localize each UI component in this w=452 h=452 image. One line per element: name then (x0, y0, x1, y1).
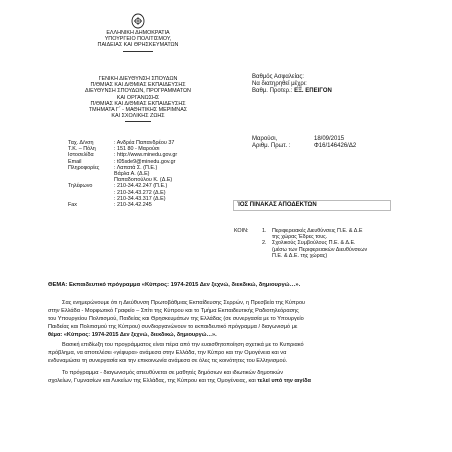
contact-block (68, 140, 177, 208)
header-line: ΕΛΛΗΝΙΚΗ ΔΗΜΟΚΡΑΤΙΑ (106, 30, 170, 36)
protocol-value: Φ16/146426/Δ2 (314, 143, 357, 149)
header-divider (123, 51, 153, 52)
recipient-list (262, 228, 367, 259)
header-line: ΥΠΟΥΡΓΕΙΟ ΠΟΛΙΤΙΣΜΟΥ, (104, 36, 172, 43)
contact-row: Πληροφορίες : Λαπατά Σ. (Π.Ε.) (68, 164, 158, 171)
retention: Να διατηρηθεί μέχρι: (252, 81, 307, 87)
date-protocol-block (252, 136, 356, 150)
koin-label: ΚΟΙΝ: (234, 228, 249, 234)
ministry-header (88, 30, 188, 49)
contact-row: Fax : 210-34.42.245 (68, 202, 152, 209)
contact-row: Τηλέφωνο : 210-34.42.247 (Π.Ε.) (68, 183, 168, 190)
recipients-heading: ΊΟΣ ΠΙΝΑΚΑΣ ΑΠΟΔΕΚΤΩΝ (233, 200, 391, 211)
contact-row: Παπαδοπούλου Κ. (Δ.Ε) (114, 177, 173, 184)
body-paragraph-2: Βασική επιδίωξη του προγράμματος είναι πέρα από την ευαισθητοποίηση σχετικά με το Κυπριακό πρόβλημα, να αποτελέσει «γέφυρα» ανάμεσα στην Ελλάδα, την Κύπρο και την Ομογένεια και να ενδυναμώσει τη συνεργασία και την επικοινωνία ανάμεσα σε όλες τις κοινότητες του Ελληνισμού. (48, 342, 304, 364)
contact-row: Email : t05sde9@minedu.gov.gr (68, 158, 176, 165)
dept-line: Π/ΘΜΙΑΣ ΚΑΙ Δ/ΘΜΙΑΣ ΕΚΠΑΙΔΕΥΣΗΣ (90, 100, 186, 107)
subject-line: ΘΕΜΑ: Εκπαιδευτικό πρόγραμμα «Κύπρος: 1974-2015 Δεν ξεχνώ, διεκδικώ, δημιουργώ…». (48, 282, 301, 288)
dept-line: ΚΑΙ ΟΡΓΑΝΩΣΗΣ (116, 94, 160, 101)
security-block (252, 74, 332, 95)
contact-row: Βάρλα Α. (Δ.Ε) (114, 171, 150, 178)
email-link[interactable]: : t05sde9@minedu.gov.gr (114, 158, 176, 165)
dept-line: ΓΕΝΙΚΗ ΔΙΕΥΘΥΝΣΗ ΣΠΟΥΔΩΝ (98, 76, 178, 82)
contact-row: : 210-34.43.272 (Δ.Ε) (114, 189, 166, 196)
dept-line: ΔΙΕΥΘΥΝΣΗ ΣΠΟΥΔΩΝ, ΠΡΟΓΡΑΜΜΑΤΩΝ (85, 88, 191, 95)
date-row: Μαρούσι, 18/09/2015 (252, 136, 345, 142)
date-value: 18/09/2015 (314, 136, 345, 142)
security-level: Βαθμός Ασφαλείας: (252, 74, 304, 80)
dept-divider (125, 121, 151, 122)
priority-value: ΕΞ. ΕΠΕΙΓΟΝ (294, 88, 332, 94)
recipient-item: 2. Σχολικούς Συμβούλους Π.Ε. & Δ.Ε. (μέσω των Περιφερειακών Διευθύνσεων Π.Ε. & Δ.Ε. της χώρας) (262, 240, 368, 259)
contact-row: Ιστοσελίδα : http://www.minedu.gov.gr (68, 152, 178, 159)
contact-row: Τ.Κ. – Πόλη : 151 80 - Μαρούσι (68, 146, 160, 153)
dept-line: Π/ΘΜΙΑΣ ΚΑΙ Δ/ΘΜΙΑΣ ΕΚΠΑΙΔΕΥΣΗΣ (90, 82, 186, 89)
dept-line: ΚΑΙ ΣΧΟΛΙΚΗΣ ΖΩΗΣ (111, 113, 165, 120)
contact-row: : 210-34.43.317 (Δ.Ε) (114, 195, 166, 202)
contact-row: Ταχ. Δ/νση : Ανδρέα Παπανδρέου 37 (68, 140, 175, 146)
greek-emblem-icon (130, 13, 146, 29)
department-block (74, 76, 202, 119)
priority: Βαθμ. Προτερ.: ΕΞ. ΕΠΕΙΓΟΝ (252, 88, 332, 94)
protocol-row: Αριθμ. Πρωτ. : Φ16/146426/Δ2 (252, 143, 357, 149)
header-line: ΠΑΙΔΕΙΑΣ ΚΑΙ ΘΡΗΣΚΕΥΜΑΤΩΝ (97, 42, 179, 49)
body-paragraph-1: Σας ενημερώνουμε ότι η Διεύθυνση Πρωτοβάθμιας Εκπαίδευσης Σερρών, η Πρεσβεία της Κύπρου στην Ελλάδα - Μορφωτικό Γραφείο – Σπίτι της Κύπρου και το Τμήμα Εκπαιδευτικής Ραδιοτηλεόρασης του Υπουργείου Πολιτισμού, Παιδείας και Θρησκευμάτων της Ελλάδας (σε συνεργασία με το Υπουργείο Παιδείας και Πολιτισμού της Κύπρου) συνδιοργανώνουν το εκπαιδευτικό πρόγραμμα / διαγωνισμό με θέμα: «Κύπρος: 1974-2015 Δεν ξεχνώ, διεκδικώ, δημιουργώ…». (48, 300, 306, 338)
website-link[interactable]: : http://www.minedu.gov.gr (114, 152, 178, 159)
dept-line: ΤΜΗΜΑΤΑ Γ΄ - ΜΑΘΗΤΙΚΗΣ ΜΕΡΙΜΝΑΣ (88, 107, 188, 114)
body-paragraph-3: Το πρόγραμμα - διαγωνισμός απευθύνεται σε μαθητές δημόσιων και ιδιωτικών δημοτικών σχολείων, Γυμνασίων και Λυκείων της Ελλάδας, της Κύπρου και της Ομογένειας, και τελεί υπό την αιγίδα (48, 370, 311, 384)
recipient-item: 1. Περιφερειακές Διευθύνσεις Π.Ε. & Δ.Ε της χώρας Έδρες τους. (262, 228, 363, 241)
